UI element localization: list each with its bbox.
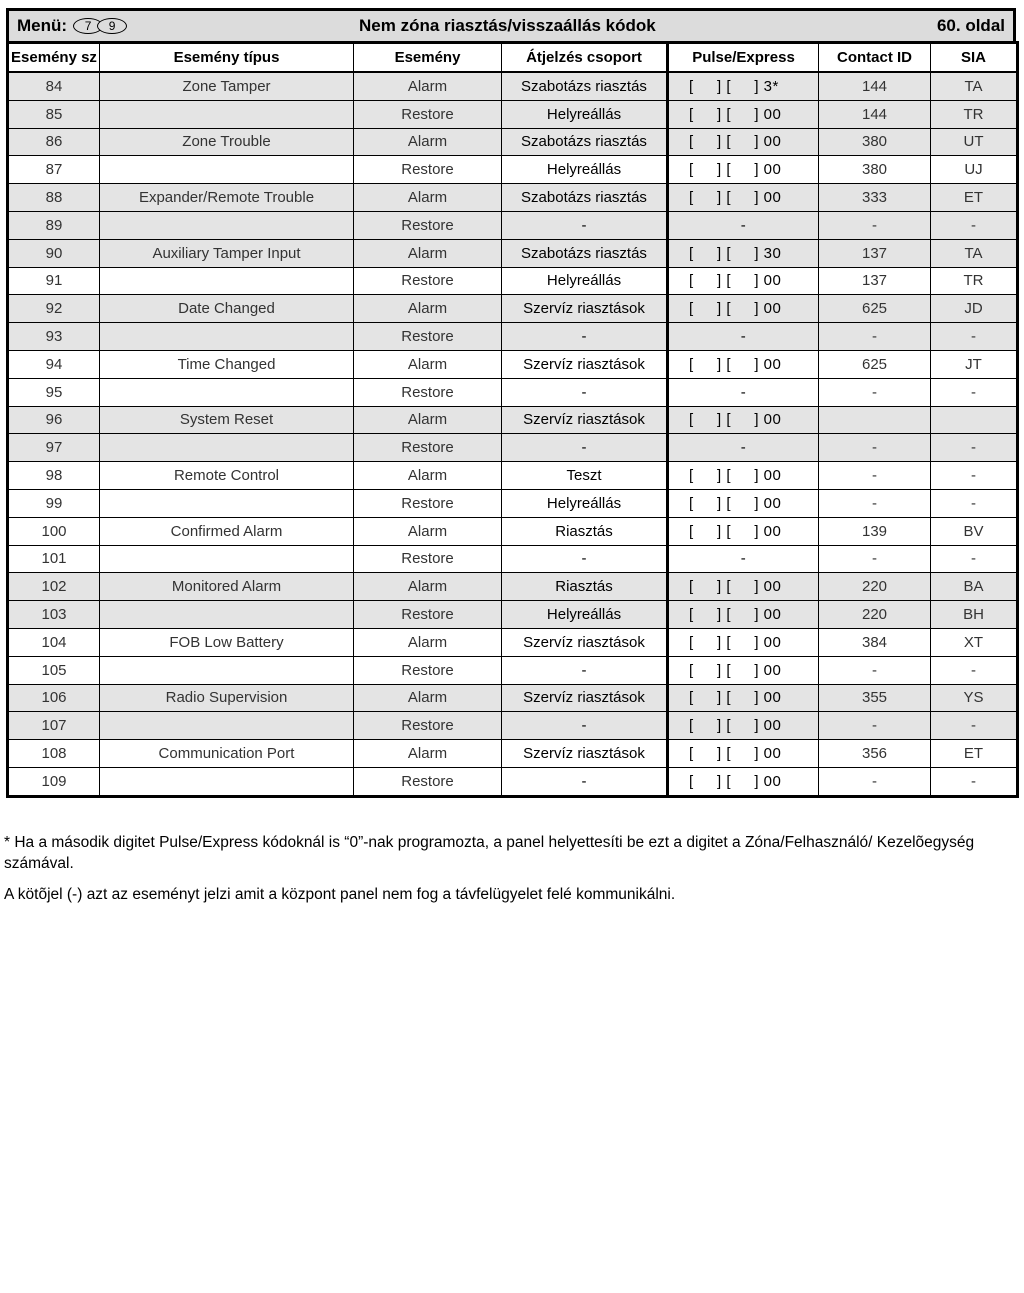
cell-report-group: Riasztás <box>502 517 668 545</box>
cell-pulse-express: [ ] [ ] 00 <box>668 601 819 629</box>
cell-event-type <box>100 601 354 629</box>
cell-event: Restore <box>354 323 502 351</box>
page-title: Nem zóna riasztás/visszaállás kódok <box>359 16 656 35</box>
cell-event-no: 95 <box>8 378 100 406</box>
cell-pulse-express: [ ] [ ] 00 <box>668 462 819 490</box>
table-row <box>8 573 1018 601</box>
cell-report-group: Szervíz riasztások <box>502 628 668 656</box>
cell-event-type <box>100 378 354 406</box>
cell-event-no: 89 <box>8 211 100 239</box>
table-row <box>8 684 1018 712</box>
col-header-event: Esemény <box>354 43 502 73</box>
cell-report-group: - <box>502 545 668 573</box>
cell-sia: BV <box>931 517 1018 545</box>
menu-label: Menü: <box>17 16 68 35</box>
table-row <box>8 184 1018 212</box>
key-7-icon: 7 <box>73 18 103 34</box>
cell-report-group: Helyreállás <box>502 601 668 629</box>
table-row <box>8 628 1018 656</box>
cell-event: Alarm <box>354 128 502 156</box>
cell-event-no: 93 <box>8 323 100 351</box>
cell-contact-id: - <box>819 323 931 351</box>
cell-event: Restore <box>354 712 502 740</box>
cell-event: Alarm <box>354 462 502 490</box>
table-row <box>8 767 1018 796</box>
col-header-report-group: Átjelzés csoport <box>502 43 668 73</box>
cell-event: Restore <box>354 434 502 462</box>
cell-contact-id: - <box>819 712 931 740</box>
cell-sia: TA <box>931 239 1018 267</box>
cell-event-type <box>100 656 354 684</box>
cell-sia: - <box>931 489 1018 517</box>
cell-report-group: - <box>502 767 668 796</box>
cell-event-no: 106 <box>8 684 100 712</box>
cell-event-type: Remote Control <box>100 462 354 490</box>
table-row <box>8 601 1018 629</box>
cell-pulse-express: - <box>668 434 819 462</box>
cell-contact-id <box>819 406 931 434</box>
cell-event: Alarm <box>354 517 502 545</box>
cell-pulse-express: [ ] [ ] 30 <box>668 239 819 267</box>
cell-report-group: Riasztás <box>502 573 668 601</box>
page-number: 60. oldal <box>936 16 1005 35</box>
cell-event-type: Communication Port <box>100 740 354 768</box>
cell-event-no: 101 <box>8 545 100 573</box>
table-row <box>8 239 1018 267</box>
cell-contact-id: 220 <box>819 601 931 629</box>
cell-contact-id: 144 <box>819 72 931 100</box>
cell-report-group: Teszt <box>502 462 668 490</box>
table-row <box>8 128 1018 156</box>
cell-event-type <box>100 323 354 351</box>
cell-event: Restore <box>354 601 502 629</box>
col-header-event-type: Esemény típus <box>100 43 354 73</box>
cell-report-group: Helyreállás <box>502 489 668 517</box>
cell-report-group: - <box>502 323 668 351</box>
cell-event-no: 103 <box>8 601 100 629</box>
cell-event-type: Auxiliary Tamper Input <box>100 239 354 267</box>
cell-sia: - <box>931 211 1018 239</box>
cell-contact-id: - <box>819 434 931 462</box>
table-row <box>8 434 1018 462</box>
cell-event: Restore <box>354 211 502 239</box>
cell-sia: - <box>931 323 1018 351</box>
table-row <box>8 656 1018 684</box>
cell-sia: TR <box>931 100 1018 128</box>
cell-contact-id: 380 <box>819 128 931 156</box>
cell-event: Restore <box>354 378 502 406</box>
cell-event-type: Monitored Alarm <box>100 573 354 601</box>
cell-event-type: Expander/Remote Trouble <box>100 184 354 212</box>
cell-report-group: Helyreállás <box>502 100 668 128</box>
cell-event-no: 84 <box>8 72 100 100</box>
cell-pulse-express: [ ] [ ] 00 <box>668 573 819 601</box>
cell-event-no: 108 <box>8 740 100 768</box>
cell-pulse-express: [ ] [ ] 00 <box>668 406 819 434</box>
cell-event: Restore <box>354 545 502 573</box>
table-row <box>8 156 1018 184</box>
cell-sia: - <box>931 767 1018 796</box>
cell-contact-id: 356 <box>819 740 931 768</box>
cell-report-group: Szervíz riasztások <box>502 295 668 323</box>
col-header-event-no: Esemény sz <box>8 43 100 73</box>
table-row <box>8 295 1018 323</box>
cell-pulse-express: [ ] [ ] 00 <box>668 267 819 295</box>
table-header-row <box>8 43 1018 73</box>
cell-sia: - <box>931 545 1018 573</box>
cell-contact-id: 139 <box>819 517 931 545</box>
cell-event-type <box>100 545 354 573</box>
cell-event-no: 94 <box>8 350 100 378</box>
cell-event-no: 98 <box>8 462 100 490</box>
cell-sia: - <box>931 462 1018 490</box>
cell-event-no: 90 <box>8 239 100 267</box>
cell-sia: TR <box>931 267 1018 295</box>
cell-report-group: Szabotázs riasztás <box>502 239 668 267</box>
cell-contact-id: 137 <box>819 239 931 267</box>
page-header <box>6 8 1016 41</box>
cell-report-group: Szervíz riasztások <box>502 740 668 768</box>
cell-event-no: 88 <box>8 184 100 212</box>
cell-report-group: Szabotázs riasztás <box>502 72 668 100</box>
cell-event: Restore <box>354 100 502 128</box>
cell-event-no: 99 <box>8 489 100 517</box>
cell-contact-id: 625 <box>819 350 931 378</box>
cell-pulse-express: [ ] [ ] 00 <box>668 684 819 712</box>
cell-contact-id: 355 <box>819 684 931 712</box>
cell-event: Alarm <box>354 184 502 212</box>
cell-report-group: Szervíz riasztások <box>502 684 668 712</box>
cell-sia: YS <box>931 684 1018 712</box>
cell-sia: JD <box>931 295 1018 323</box>
cell-sia: JT <box>931 350 1018 378</box>
cell-contact-id: - <box>819 767 931 796</box>
cell-pulse-express: - <box>668 378 819 406</box>
cell-report-group: - <box>502 378 668 406</box>
cell-pulse-express: [ ] [ ] 3* <box>668 72 819 100</box>
col-header-pulse-express: Pulse/Express <box>668 43 819 73</box>
cell-sia: ET <box>931 184 1018 212</box>
cell-pulse-express: [ ] [ ] 00 <box>668 656 819 684</box>
cell-report-group: - <box>502 656 668 684</box>
cell-event: Restore <box>354 656 502 684</box>
cell-event-type: Zone Tamper <box>100 72 354 100</box>
table-row <box>8 72 1018 100</box>
cell-sia: UT <box>931 128 1018 156</box>
cell-contact-id: 137 <box>819 267 931 295</box>
cell-event-no: 107 <box>8 712 100 740</box>
cell-event-type: System Reset <box>100 406 354 434</box>
cell-event-type <box>100 211 354 239</box>
cell-event-type: FOB Low Battery <box>100 628 354 656</box>
cell-report-group: Szabotázs riasztás <box>502 184 668 212</box>
cell-pulse-express: [ ] [ ] 00 <box>668 295 819 323</box>
cell-report-group: Szervíz riasztások <box>502 406 668 434</box>
cell-event-type: Zone Trouble <box>100 128 354 156</box>
cell-contact-id: - <box>819 656 931 684</box>
cell-event-type <box>100 267 354 295</box>
cell-event-no: 85 <box>8 100 100 128</box>
cell-contact-id: 625 <box>819 295 931 323</box>
table-row <box>8 267 1018 295</box>
col-header-contact-id: Contact ID <box>819 43 931 73</box>
cell-event: Alarm <box>354 740 502 768</box>
cell-contact-id: 220 <box>819 573 931 601</box>
cell-event: Restore <box>354 489 502 517</box>
cell-event-type <box>100 767 354 796</box>
cell-pulse-express: [ ] [ ] 00 <box>668 767 819 796</box>
cell-event-type <box>100 100 354 128</box>
cell-event-no: 87 <box>8 156 100 184</box>
event-code-table <box>6 41 1019 798</box>
cell-event: Restore <box>354 767 502 796</box>
cell-pulse-express: [ ] [ ] 00 <box>668 184 819 212</box>
footnote-asterisk: * Ha a második digitet Pulse/Express kódoknál is “0”-nak programozta, a panel helyettesíti be ezt a digitet a Zóna/Felhasználó/ Kezelõegység számával. <box>4 834 975 872</box>
cell-event-no: 86 <box>8 128 100 156</box>
key-9-icon: 9 <box>97 18 127 34</box>
cell-report-group: Szervíz riasztások <box>502 350 668 378</box>
cell-pulse-express: [ ] [ ] 00 <box>668 517 819 545</box>
cell-report-group: - <box>502 712 668 740</box>
table-row <box>8 740 1018 768</box>
cell-pulse-express: [ ] [ ] 00 <box>668 100 819 128</box>
footnotes <box>4 832 1014 915</box>
cell-sia: ET <box>931 740 1018 768</box>
cell-event: Alarm <box>354 350 502 378</box>
cell-sia: - <box>931 378 1018 406</box>
cell-report-group: Szabotázs riasztás <box>502 128 668 156</box>
footnote-dash: A kötõjel (-) azt az eseményt jelzi amit a központ panel nem fog a távfelügyelet felé kommunikálni. <box>4 886 676 903</box>
cell-event: Alarm <box>354 406 502 434</box>
table-row <box>8 378 1018 406</box>
cell-event: Alarm <box>354 684 502 712</box>
cell-sia: XT <box>931 628 1018 656</box>
table-row <box>8 545 1018 573</box>
document-sheet <box>6 8 1016 798</box>
cell-contact-id: - <box>819 545 931 573</box>
cell-event: Alarm <box>354 239 502 267</box>
cell-report-group: Helyreállás <box>502 156 668 184</box>
cell-pulse-express: - <box>668 545 819 573</box>
cell-sia: BA <box>931 573 1018 601</box>
table-row <box>8 462 1018 490</box>
cell-event-no: 109 <box>8 767 100 796</box>
cell-pulse-express: [ ] [ ] 00 <box>668 489 819 517</box>
cell-event-no: 97 <box>8 434 100 462</box>
cell-report-group: - <box>502 211 668 239</box>
cell-pulse-express: [ ] [ ] 00 <box>668 628 819 656</box>
cell-event-no: 100 <box>8 517 100 545</box>
table-row <box>8 100 1018 128</box>
cell-report-group: - <box>502 434 668 462</box>
cell-contact-id: 333 <box>819 184 931 212</box>
cell-pulse-express: [ ] [ ] 00 <box>668 740 819 768</box>
table-row <box>8 350 1018 378</box>
cell-contact-id: - <box>819 489 931 517</box>
cell-pulse-express: [ ] [ ] 00 <box>668 350 819 378</box>
cell-contact-id: - <box>819 462 931 490</box>
cell-event-no: 102 <box>8 573 100 601</box>
cell-event-type: Confirmed Alarm <box>100 517 354 545</box>
cell-sia <box>931 406 1018 434</box>
table-row <box>8 517 1018 545</box>
cell-event: Restore <box>354 267 502 295</box>
cell-event-no: 96 <box>8 406 100 434</box>
cell-pulse-express: [ ] [ ] 00 <box>668 128 819 156</box>
table-row <box>8 323 1018 351</box>
cell-pulse-express: - <box>668 211 819 239</box>
cell-event-type <box>100 156 354 184</box>
cell-sia: - <box>931 656 1018 684</box>
cell-contact-id: 144 <box>819 100 931 128</box>
cell-contact-id: - <box>819 211 931 239</box>
cell-event-no: 104 <box>8 628 100 656</box>
table-row <box>8 406 1018 434</box>
table-row <box>8 211 1018 239</box>
cell-event-type <box>100 434 354 462</box>
col-header-sia: SIA <box>931 43 1018 73</box>
cell-sia: - <box>931 434 1018 462</box>
cell-event-no: 91 <box>8 267 100 295</box>
cell-event-type <box>100 489 354 517</box>
cell-sia: BH <box>931 601 1018 629</box>
cell-event: Alarm <box>354 573 502 601</box>
cell-pulse-express: - <box>668 323 819 351</box>
cell-event-no: 92 <box>8 295 100 323</box>
cell-sia: - <box>931 712 1018 740</box>
cell-contact-id: 380 <box>819 156 931 184</box>
cell-contact-id: 384 <box>819 628 931 656</box>
cell-event-type <box>100 712 354 740</box>
cell-event: Restore <box>354 156 502 184</box>
cell-event-type: Time Changed <box>100 350 354 378</box>
cell-pulse-express: [ ] [ ] 00 <box>668 712 819 740</box>
cell-report-group: Helyreállás <box>502 267 668 295</box>
cell-contact-id: - <box>819 378 931 406</box>
cell-event: Alarm <box>354 628 502 656</box>
cell-event-type: Radio Supervision <box>100 684 354 712</box>
cell-event-no: 105 <box>8 656 100 684</box>
cell-event: Alarm <box>354 72 502 100</box>
cell-sia: TA <box>931 72 1018 100</box>
cell-event-type: Date Changed <box>100 295 354 323</box>
cell-sia: UJ <box>931 156 1018 184</box>
cell-pulse-express: [ ] [ ] 00 <box>668 156 819 184</box>
cell-event: Alarm <box>354 295 502 323</box>
menu-path <box>17 16 347 36</box>
table-row <box>8 489 1018 517</box>
table-row <box>8 712 1018 740</box>
